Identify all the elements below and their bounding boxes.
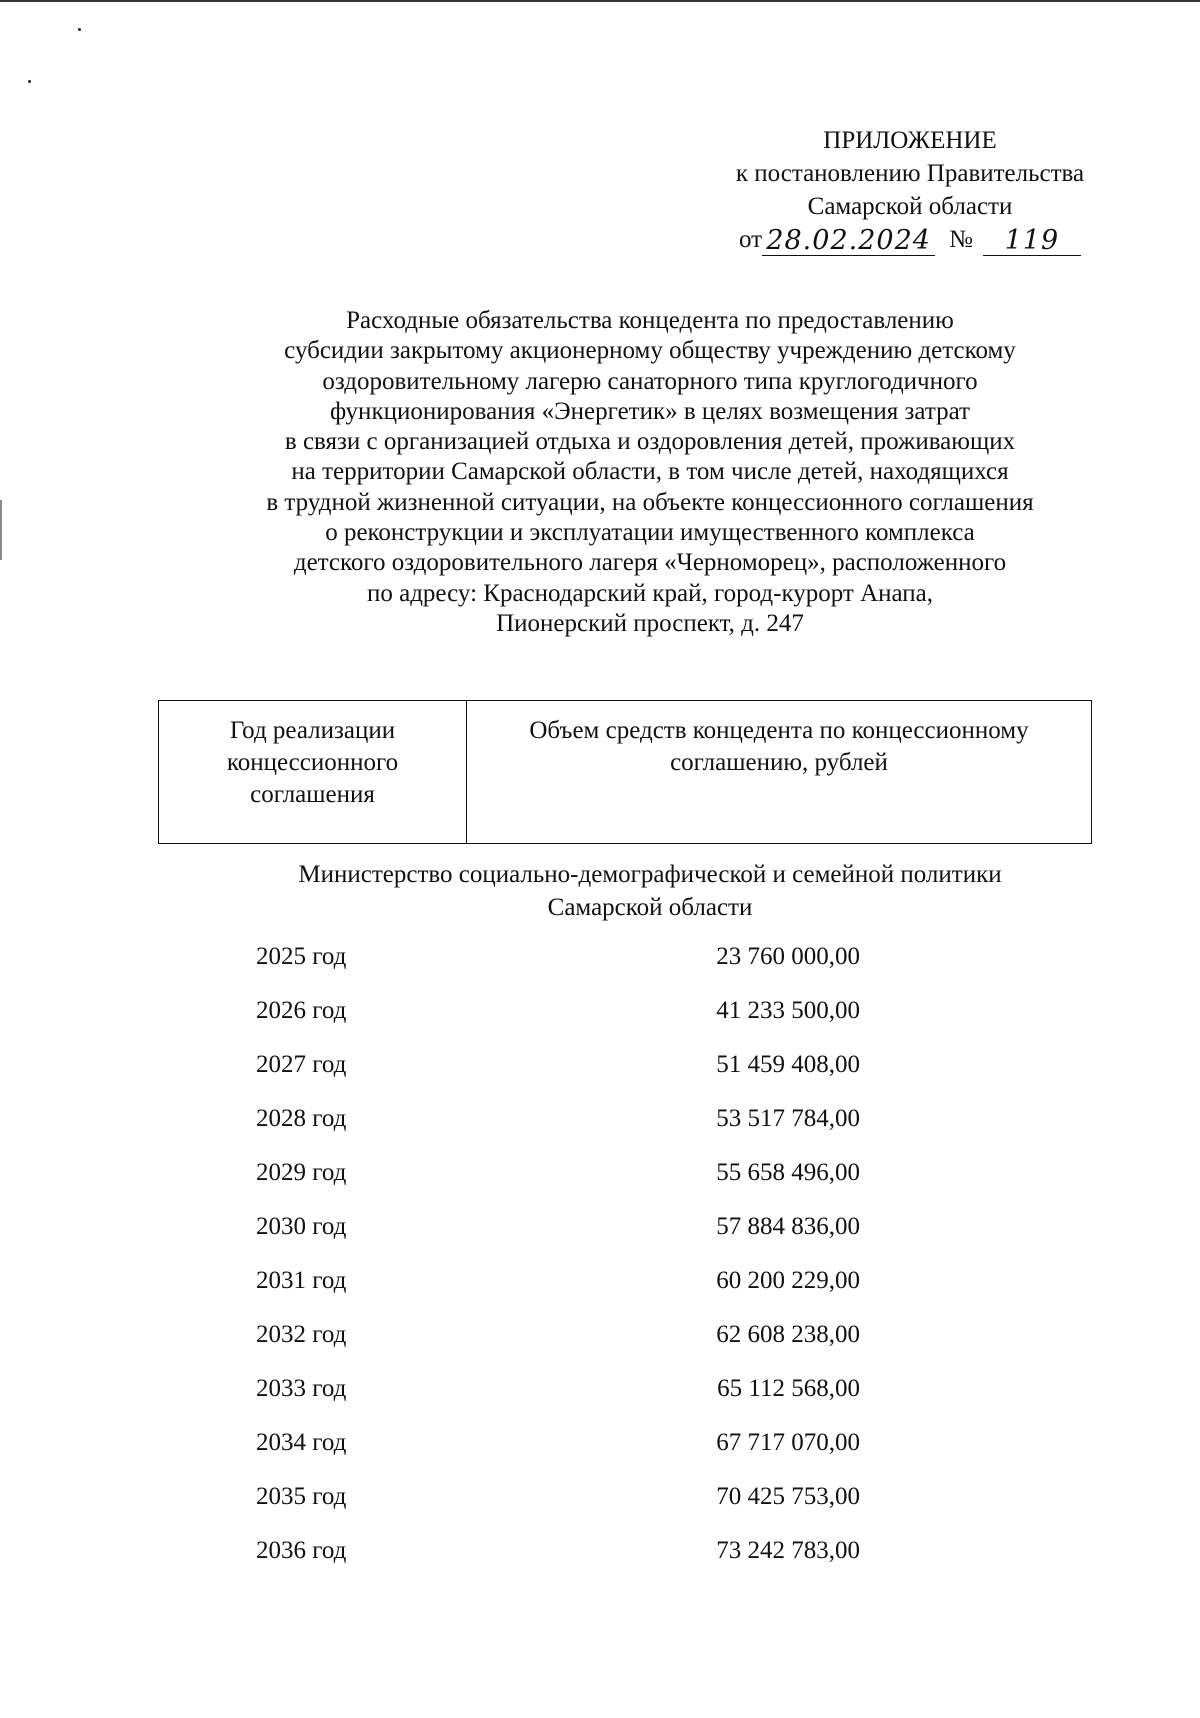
ministry-line: Министерство социально-демографической и семейной политики	[298, 861, 1002, 888]
table-row	[0, 1210, 1200, 1264]
row-amount: 23 760 000,00	[716, 943, 860, 970]
title-line: по адресу: Краснодарский край, город-курорт Анапа,	[366, 579, 934, 607]
header-year-column	[159, 701, 467, 843]
header-year-line: Год реализации	[229, 717, 396, 744]
row-amount: 53 517 784,00	[716, 1105, 860, 1132]
handwritten-number: 119	[983, 227, 1081, 256]
table-row	[0, 1102, 1200, 1156]
row-amount: 73 242 783,00	[716, 1537, 860, 1564]
appendix-line-1: к постановлению Правительства	[735, 160, 1085, 187]
title-line: на территории Самарской области, в том числе детей, находящихся	[291, 458, 1009, 486]
row-year: 2025 год	[256, 943, 347, 970]
row-year: 2035 год	[256, 1483, 347, 1510]
row-year: 2031 год	[256, 1267, 347, 1294]
ministry-heading	[170, 858, 1130, 924]
table-row	[0, 1534, 1200, 1588]
document-title	[170, 306, 1130, 639]
row-year: 2029 год	[256, 1159, 347, 1186]
appendix-title: ПРИЛОЖЕНИЕ	[823, 127, 997, 154]
header-year-line: концессионного	[226, 749, 399, 776]
row-amount: 67 717 070,00	[716, 1429, 860, 1456]
row-amount: 70 425 753,00	[716, 1483, 860, 1510]
table-row	[0, 1480, 1200, 1534]
table-row	[0, 1372, 1200, 1426]
row-year: 2034 год	[256, 1429, 347, 1456]
ministry-line: Самарской области	[547, 894, 753, 921]
title-line: субсидии закрытому акционерному обществу учреждению детскому	[284, 337, 1016, 365]
row-amount: 41 233 500,00	[716, 997, 860, 1024]
title-line: в связи с организацией отдыха и оздоровления детей, проживающих	[284, 428, 1016, 456]
row-year: 2028 год	[256, 1105, 347, 1132]
title-line: в трудной жизненной ситуации, на объекте концессионного соглашения	[266, 488, 1034, 516]
row-amount: 51 459 408,00	[716, 1051, 860, 1078]
title-line: оздоровительному лагерю санаторного типа круглогодичного	[322, 367, 978, 395]
title-line: Пионерский проспект, д. 247	[496, 609, 804, 637]
title-line: функционирования «Энергетик» в целях возмещения затрат	[329, 397, 970, 425]
row-year: 2026 год	[256, 997, 347, 1024]
row-amount: 55 658 496,00	[716, 1159, 860, 1186]
table-body	[0, 940, 1200, 1588]
date-prefix: от	[739, 226, 763, 253]
title-line: о реконструкции и эксплуатации имущественного комплекса	[325, 519, 975, 547]
table-row	[0, 1264, 1200, 1318]
number-sign: №	[949, 226, 973, 253]
row-year: 2033 год	[256, 1375, 347, 1402]
row-amount: 65 112 568,00	[717, 1375, 860, 1402]
table-row	[0, 1156, 1200, 1210]
header-amount-column	[467, 701, 1091, 843]
appendix-line-2: Самарской области	[807, 193, 1013, 220]
row-year: 2036 год	[256, 1537, 347, 1564]
table-row	[0, 1318, 1200, 1372]
table-row	[0, 1048, 1200, 1102]
row-year: 2030 год	[256, 1213, 347, 1240]
row-year: 2032 год	[256, 1321, 347, 1348]
appendix-date-line	[739, 223, 1081, 256]
table-row	[0, 994, 1200, 1048]
title-line: Расходные обязательства концедента по предоставлению	[346, 307, 954, 334]
scan-top-edge	[0, 0, 1200, 2]
table-row	[0, 940, 1200, 994]
handwritten-date: 28.02.2024	[762, 227, 935, 256]
title-line: детского оздоровительного лагеря «Черноморец», расположенного	[293, 549, 1007, 577]
row-year: 2027 год	[256, 1051, 347, 1078]
header-amount-line: соглашению, рублей	[670, 749, 888, 776]
row-amount: 62 608 238,00	[716, 1321, 860, 1348]
row-amount: 57 884 836,00	[716, 1213, 860, 1240]
table-row	[0, 1426, 1200, 1480]
scan-speck	[28, 80, 31, 83]
appendix-block	[690, 124, 1130, 256]
scan-left-mark	[0, 500, 2, 560]
header-amount-line: Объем средств концедента по концессионному	[529, 717, 1029, 744]
table-header	[158, 700, 1092, 844]
row-amount: 60 200 229,00	[716, 1267, 860, 1294]
header-year-line: соглашения	[250, 781, 375, 808]
scan-speck	[78, 28, 81, 31]
